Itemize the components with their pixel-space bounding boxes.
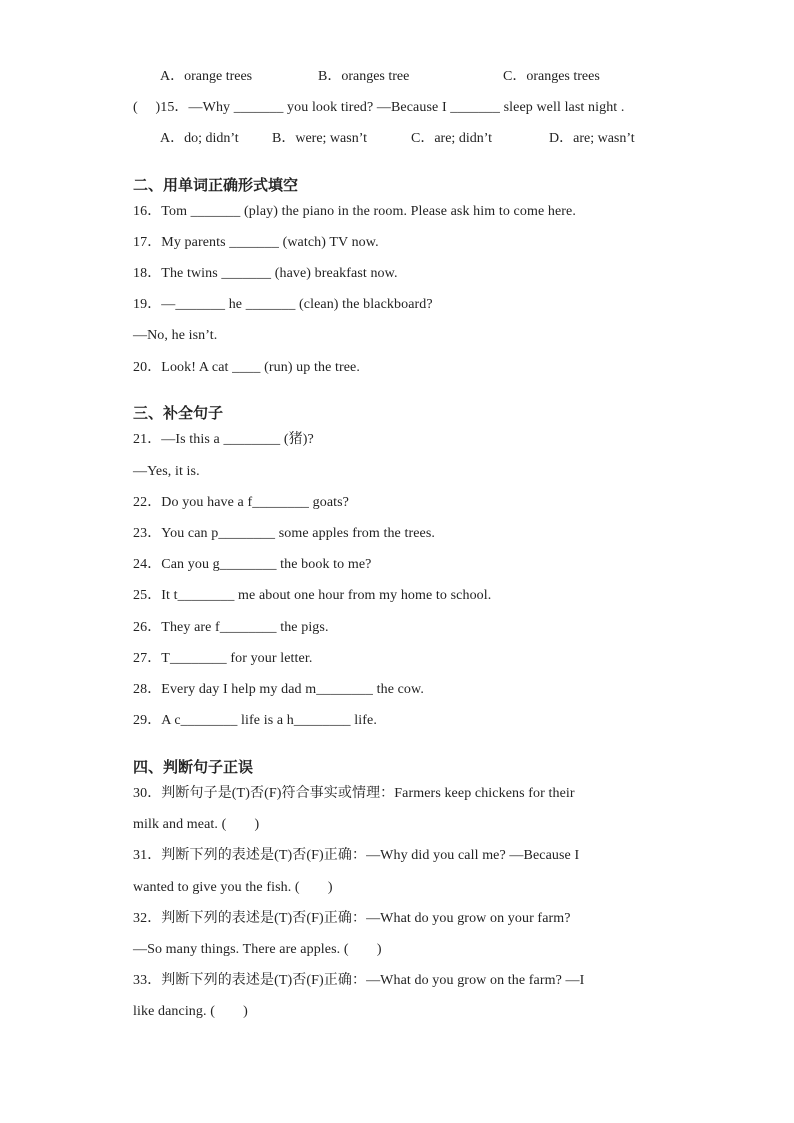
section-heading: 二、用单词正确形式填空: [133, 176, 299, 194]
question-line: 19．—_______ he _______ (clean) the blackboard?: [133, 297, 433, 312]
question-line: 17．My parents _______ (watch) TV now.: [133, 235, 379, 250]
question-line: 29．A c________ life is a h________ life.: [133, 713, 377, 728]
question-line: 22．Do you have a f________ goats?: [133, 495, 349, 510]
q15-option-a: A．do; didn’t: [160, 131, 239, 146]
question-line: 33．判断下列的表述是(T)否(F)正确：—What do you grow on the farm? —I: [133, 973, 585, 988]
section-heading: 四、判断句子正误: [133, 758, 254, 776]
answer-line: —No, he isn’t.: [133, 328, 218, 343]
section-heading: 三、补全句子: [133, 404, 224, 422]
q14-option-b: B．oranges tree: [318, 69, 410, 84]
question-line: 24．Can you g________ the book to me?: [133, 557, 372, 572]
question-line: 30．判断句子是(T)否(F)符合事实或情理：Farmers keep chickens for their: [133, 786, 575, 801]
question-line-continued: like dancing. ( ): [133, 1004, 248, 1019]
question-line: 16．Tom _______ (play) the piano in the room. Please ask him to come here.: [133, 204, 576, 219]
question-line: 18．The twins _______ (have) breakfast now.: [133, 266, 398, 281]
question-line: 21．—Is this a ________ (猪)?: [133, 432, 314, 447]
question-line: 25．It t________ me about one hour from my home to school.: [133, 588, 492, 603]
question-line-continued: milk and meat. ( ): [133, 817, 260, 832]
q14-option-a: A．orange trees: [160, 69, 253, 84]
question-line: 20．Look! A cat ____ (run) up the tree.: [133, 360, 360, 375]
question-line: 32．判断下列的表述是(T)否(F)正确：—What do you grow on your farm?: [133, 911, 571, 926]
question-line: 26．They are f________ the pigs.: [133, 620, 329, 635]
question-line: 27．T________ for your letter.: [133, 651, 313, 666]
q15-option-b: B．were; wasn’t: [272, 131, 367, 146]
q15-option-c: C．are; didn’t: [411, 131, 493, 146]
question-line: 31．判断下列的表述是(T)否(F)正确：—Why did you call me? —Because I: [133, 848, 580, 863]
q14-option-c: C．oranges trees: [503, 69, 600, 84]
question-line-continued: —So many things. There are apples. ( ): [133, 942, 382, 957]
q15-option-d: D．are; wasn’t: [549, 131, 635, 146]
q15-stem: ( )15．—Why _______ you look tired? —Because I _______ sleep well last night .: [133, 100, 625, 115]
question-line-continued: wanted to give you the fish. ( ): [133, 880, 333, 895]
question-line: 28．Every day I help my dad m________ the cow.: [133, 682, 424, 697]
question-line: 23．You can p________ some apples from the trees.: [133, 526, 435, 541]
answer-line: —Yes, it is.: [133, 464, 200, 479]
